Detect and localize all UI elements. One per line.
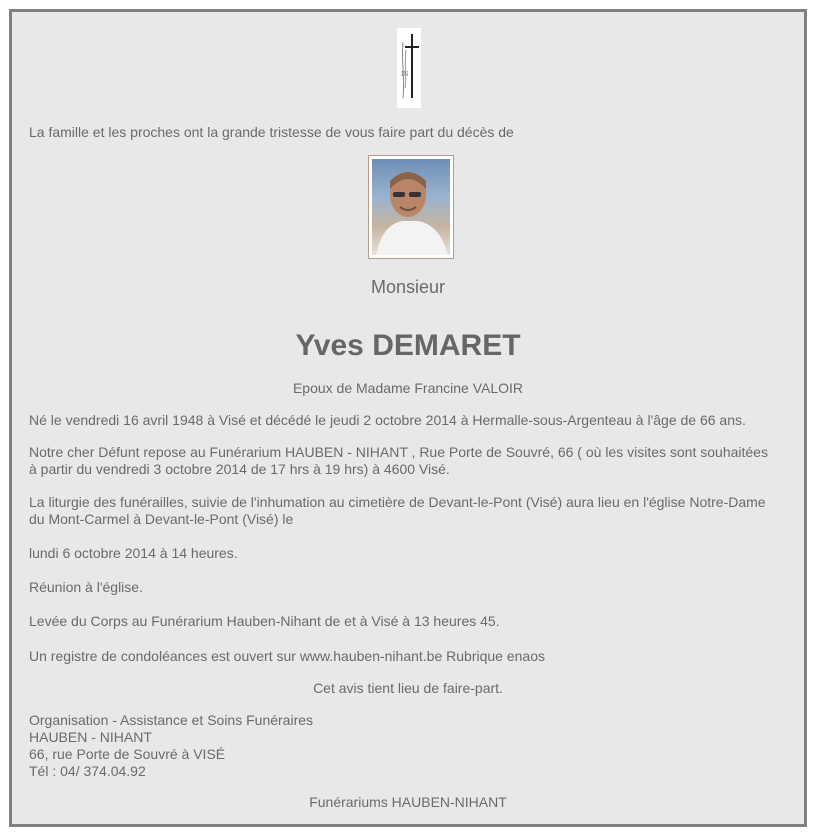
liturgy-text: La liturgie des funérailles, suivie de l'inhumation au cimetière de Devant-le-Pont (Visé) aura lieu en l'église Notre-Dame du Mont-Carmel à Devant-le-Pont (Visé) le [29,494,766,527]
cross-icon [397,28,421,108]
deceased-name: Yves DEMARET [295,329,521,362]
spouse-text: Epoux de Madame Francine VALOIR [292,380,524,396]
funeral-date: lundi 6 octobre 2014 à 14 heures. [29,545,238,561]
honorific: Monsieur [370,277,446,297]
intro-text: La famille et les proches ont la grande tristesse de vous faire part du décès de [29,124,514,140]
organisation-line-3: 66, rue Porte de Souvré à VISÉ [29,746,226,762]
departure-text: Levée du Corps au Funérarium Hauben-Nihant de et à Visé à 13 heures 45. [29,613,500,629]
registry-text: Un registre de condoléances est ouvert sur www.hauben-nihant.be Rubrique enaos [29,648,545,664]
notice-text: Cet avis tient lieu de faire-part. [313,680,503,696]
rest-text: Notre cher Défunt repose au Funérarium HAUBEN - NIHANT , Rue Porte de Souvré, 66 ( où les visites sont souhaitées à partir du vendredi 3 octobre 2014 de 17 hrs à 19 hrs) à 4600 Visé. [29,444,768,477]
portrait-photo [368,155,454,259]
organisation-line-4: Tél : 04/ 374.04.92 [29,763,146,779]
svg-text:IN: IN [401,71,409,78]
meeting-text: Réunion à l'église. [29,579,143,595]
organisation-line-2: HAUBEN - NIHANT [29,729,152,745]
organisation-line-1: Organisation - Assistance et Soins Funéraires [29,712,314,728]
birth-death-text: Né le vendredi 16 avril 1948 à Visé et décédé le jeudi 2 octobre 2014 à Hermalle-sous-Argenteau à l'âge de 66 ans. [29,412,746,428]
obituary-card [9,9,807,827]
footer-text: Funérariums HAUBEN-NIHANT [309,794,507,810]
